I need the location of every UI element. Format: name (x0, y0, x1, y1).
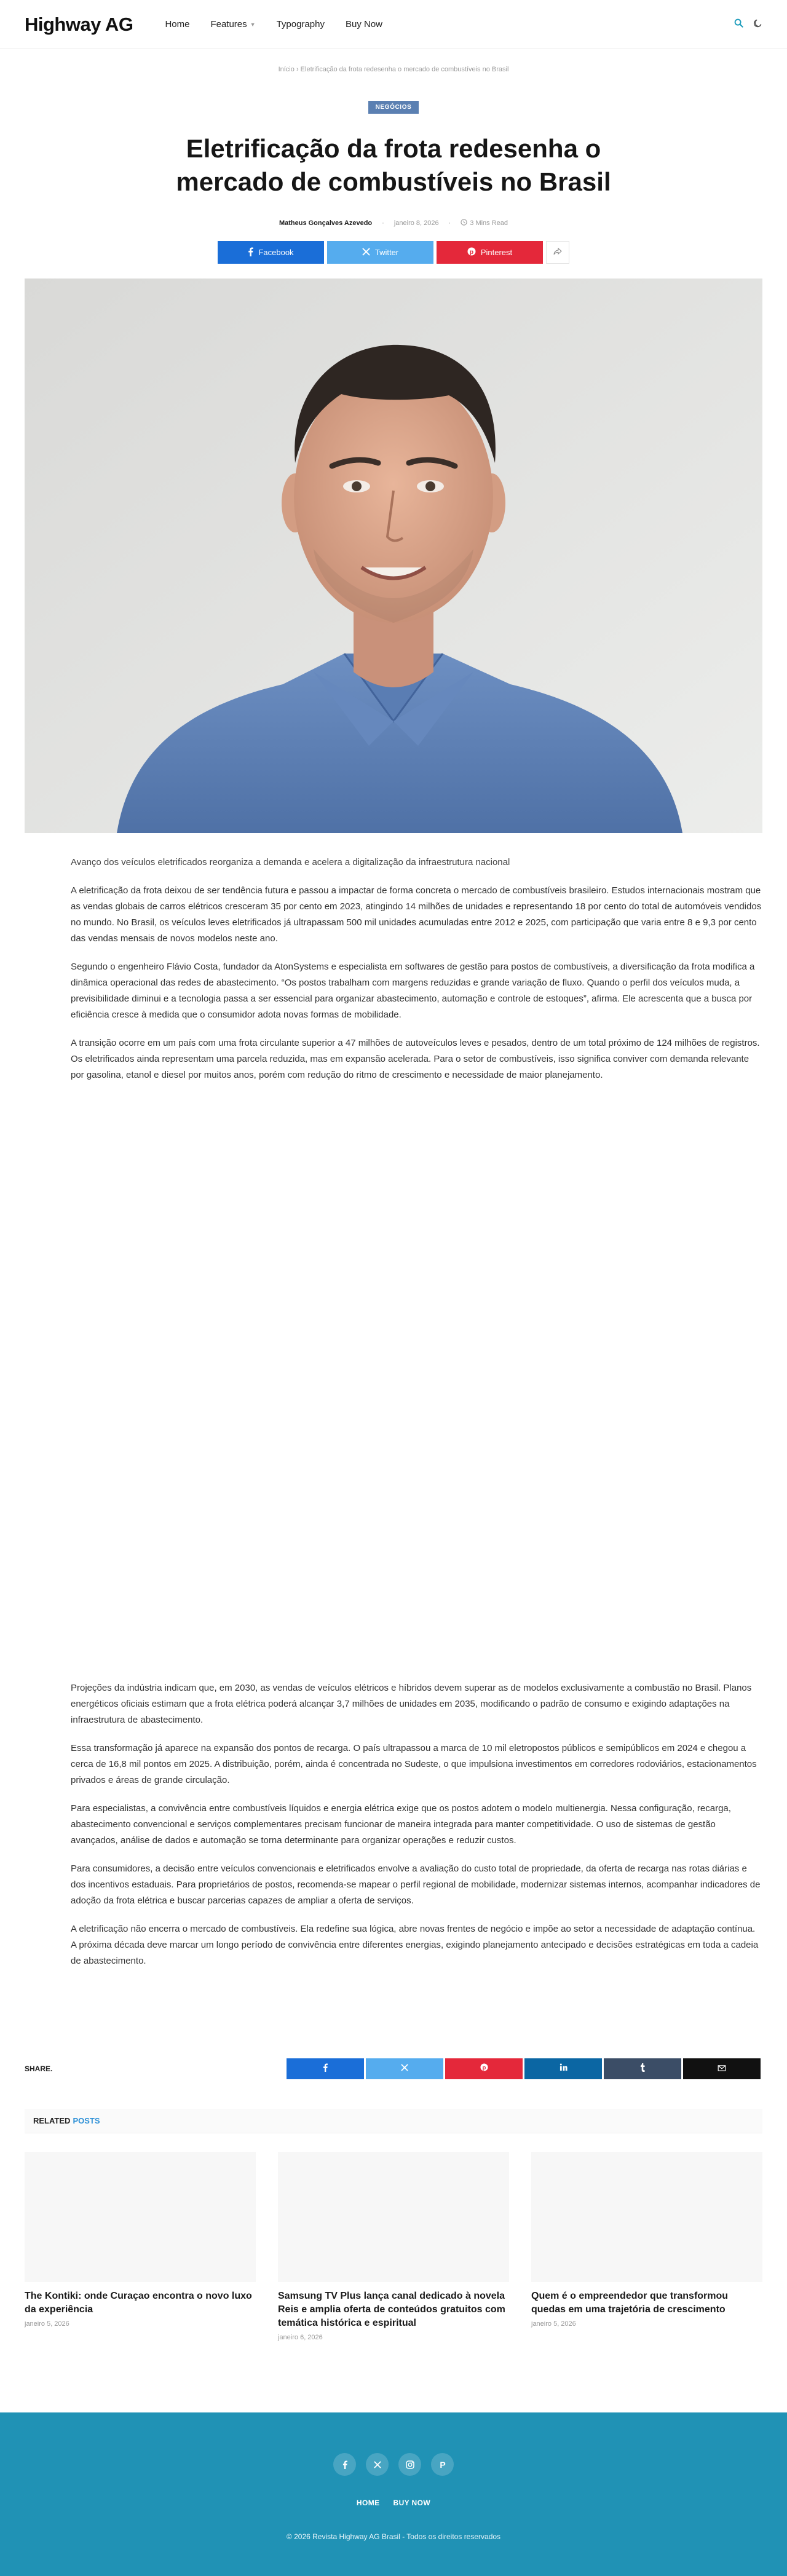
post-author[interactable]: Matheus Gonçalves Azevedo (279, 219, 373, 227)
related-post-thumbnail[interactable] (531, 2152, 762, 2282)
footer-nav-buy-now[interactable]: BUY NOW (393, 2499, 431, 2507)
clock-icon (461, 219, 467, 227)
related-post-thumbnail[interactable] (278, 2152, 509, 2282)
related-heading-accent: POSTS (73, 2116, 100, 2125)
share-label: SHARE. (25, 2064, 53, 2073)
breadcrumb-current: Eletrificação da frota redesenha o mercado de combustíveis no Brasil (300, 66, 509, 73)
site-header (0, 0, 787, 49)
share-facebook-button[interactable] (287, 2058, 364, 2079)
featured-image-portrait (25, 279, 762, 833)
nav-item-buy-now[interactable] (346, 19, 382, 30)
nav-item-label: Typography (276, 19, 325, 30)
facebook-icon (323, 2063, 328, 2075)
x-icon (362, 248, 370, 258)
site-footer (0, 2412, 787, 2576)
article-paragraph: Para consumidores, a decisão entre veículos convencionais e eletrificados envolve a avaliação do custo total de propriedade, da oferta de recarga nas rotas diárias e dos incentivos estaduais. Para proprietários de postos, recomenda-se mapear o perfil regional de mobilidade, modernizar sistemas internos, acompanhar indicadores de adoção da frota elétrica e buscar parcerias capazes de ampliar a oferta de serviços. (71, 1863, 761, 1906)
svg-text:p: p (482, 2064, 486, 2071)
article-paragraph: Essa transformação já aparece na expansão dos pontos de recarga. O país ultrapassou a marca de 10 mil eletropostos públicos e semipúblicos em 2024 e chegou a cerca de 16,8 mil pontos em 2025. A distribuição, porém, ainda é concentrada no Sudeste, o que impulsiona investimentos em corredores rodoviários, estacionamentos privados e áreas de grande circulação. (71, 1743, 757, 1785)
article-paragraph: Projeções da indústria indicam que, em 2030, as vendas de veículos elétricos e híbridos devem superar as de modelos exclusivamente a combustão no Brasil. Planos energéticos oficiais estimam que a frota elétrica poderá alcançar 3,7 milhões de unidades em 2035, modificando o padrão de consumo e exigindo adaptações na infraestrutura de abastecimento. (71, 1683, 752, 1725)
pinterest-icon (480, 2063, 488, 2074)
read-time-label: 3 Mins Read (470, 219, 508, 227)
share-linkedin-button[interactable] (524, 2058, 602, 2079)
nav-item-label: Home (165, 19, 190, 30)
footer-copyright: © 2026 Revista Highway AG Brasil - Todos os direitos reservados (286, 2532, 501, 2541)
share-email-button[interactable] (683, 2058, 761, 2079)
share-bar-bottom (25, 2058, 762, 2079)
meta-dot: · (382, 219, 384, 227)
svg-text:p: p (469, 249, 473, 256)
article-paragraph: A transição ocorre em um país com uma frota circulante superior a 47 milhões de autoveículos leves e pesados, dentro de um total próximo de 124 milhões de registros. Os eletrificados ainda representam uma parcela reduzida, mas em expansão acelerada. Para o setor de combustíveis, isso significa conviver com demanda relevante por gasolina, etanol e diesel por muitos anos, porém com redução do ritmo de crescimento e necessidade de maior planejamento. (71, 1038, 760, 1080)
nav-item-features[interactable] (210, 19, 255, 30)
share-tumblr-button[interactable] (604, 2058, 681, 2079)
read-time (461, 219, 508, 227)
header-actions (734, 0, 762, 49)
x-icon[interactable] (366, 2453, 389, 2476)
post-title: Eletrificação da frota redesenha o mercado de combustíveis no Brasil (176, 134, 611, 196)
svg-text:P: P (439, 2460, 446, 2469)
facebook-icon (248, 247, 253, 258)
breadcrumb-home[interactable]: Início (278, 66, 295, 73)
tumblr-icon (639, 2063, 646, 2075)
article-body-bottom (71, 1680, 762, 1981)
moon-icon[interactable] (753, 18, 762, 31)
chevron-down-icon: ▼ (250, 21, 256, 28)
featured-image (25, 279, 762, 833)
share-twitter-button[interactable] (327, 241, 433, 264)
related-post-title[interactable]: Samsung TV Plus lança canal dedicado à novela Reis e amplia oferta de conteúdos gratuitos com temática histórica e espiritual (278, 2291, 505, 2328)
article-paragraph: A eletrificação não encerra o mercado de combustíveis. Ela redefine sua lógica, abre novas frentes de negócio e impõe ao setor a necessidade de adaptação contínua. A próxima década deve marcar um longo período de convivência entre diferentes energias, exigindo planejamento antecipado e decisões estratégicas em toda a cadeia de abastecimento. (71, 1924, 759, 1966)
footer-social-icons (0, 2453, 787, 2476)
share-pinterest-label: Pinterest (480, 248, 513, 257)
article-paragraph: Segundo o engenheiro Flávio Costa, fundador da AtonSystems e especialista em softwares de gestão para postos de combustíveis, a diversificação da frota modifica a dinâmica operacional das redes de abastecimento. “Os postos trabalham com margens reduzidas e grande variação de fluxo. Quando o perfil dos veículos muda, a previsibilidade diminui e a tecnologia passa a ser essencial para organizar abastecimento, automação e controle de estoques”, afirma. Ele acrescenta que a busca por eficiência cresce à medida que o consumidor adota novas formas de mobilidade. (71, 962, 755, 1020)
x-icon (401, 2063, 408, 2074)
facebook-icon[interactable] (333, 2453, 356, 2476)
share-row-top (0, 241, 787, 264)
nav-item-label: Buy Now (345, 19, 382, 30)
share-more-button[interactable] (546, 241, 569, 264)
share-icon (553, 247, 562, 258)
post-date: janeiro 8, 2026 (394, 219, 439, 227)
share-twitter-label: Twitter (374, 248, 399, 257)
linkedin-icon (560, 2063, 568, 2074)
share-facebook-label: Facebook (258, 248, 294, 257)
related-post-card[interactable] (278, 2152, 509, 2341)
email-icon (718, 2063, 726, 2074)
related-post-date: janeiro 5, 2026 (25, 2320, 69, 2328)
category-wrap (0, 101, 787, 114)
site-logo[interactable]: Highway AG (25, 13, 133, 35)
category-badge[interactable]: NEGÓCIOS (368, 101, 419, 114)
share-facebook-button[interactable] (218, 241, 324, 264)
share-pinterest-button[interactable] (437, 241, 543, 264)
related-post-title[interactable]: Quem é o empreendedor que transformou quedas em uma trajetória de crescimento (531, 2291, 729, 2315)
pinterest-icon[interactable] (431, 2453, 454, 2476)
article-body-top (71, 855, 762, 1096)
pinterest-icon (467, 247, 476, 258)
search-icon[interactable] (734, 18, 743, 31)
footer-nav-home[interactable]: HOME (356, 2499, 380, 2507)
nav-item-home[interactable] (165, 19, 189, 30)
meta-dot: · (448, 219, 451, 227)
main-nav (165, 19, 382, 30)
related-post-date: janeiro 5, 2026 (531, 2320, 576, 2328)
related-post-thumbnail[interactable] (25, 2152, 256, 2282)
related-post-card[interactable] (25, 2152, 256, 2328)
article-paragraph: Para especialistas, a convivência entre combustíveis líquidos e energia elétrica exige que os postos adotem o modelo multienergia. Nessa configuração, recarga, abastecimento convencional e serviços complementares precisam funcionar de maneira integrada para manter competitividade. O uso de sistemas de gestão avançados, análise de dados e automação se torna determinante para organizar operações e reduzir custos. (71, 1803, 731, 1846)
related-post-card[interactable] (531, 2152, 762, 2328)
share-pinterest-button[interactable] (445, 2058, 523, 2079)
nav-item-label: Features (210, 19, 247, 30)
article-lead: Avanço dos veículos eletrificados reorganiza a demanda e acelera a digitalização da infraestrutura nacional (71, 857, 510, 867)
related-heading-main: RELATED (33, 2116, 71, 2125)
breadcrumb (0, 66, 787, 73)
related-posts-heading (25, 2109, 762, 2133)
article-paragraph: A eletrificação da frota deixou de ser tendência futura e passou a impactar de forma concreta o mercado de combustíveis brasileiro. Estudos internacionais mostram que as vendas globais de carros elétricos cresceram 35 por cento em 2023, atingindo 14 milhões de unidades e representando 18 por cento do total de automóveis vendidos no mundo. No Brasil, os veículos leves eletrificados já ultrapassam 500 mil unidades acumuladas entre 2012 e 2025, com participação que varia entre 8 e 9,3 por cento das vendas mensais de novos modelos neste ano. (71, 885, 762, 944)
nav-item-typography[interactable] (277, 19, 325, 30)
instagram-icon[interactable] (398, 2453, 421, 2476)
related-post-title[interactable]: The Kontiki: onde Curaçao encontra o novo luxo da experiência (25, 2291, 252, 2315)
breadcrumb-separator: › (296, 66, 299, 73)
footer-nav (0, 2499, 787, 2507)
post-meta (0, 219, 787, 227)
share-x-button[interactable] (366, 2058, 443, 2079)
related-post-date: janeiro 6, 2026 (278, 2334, 323, 2341)
